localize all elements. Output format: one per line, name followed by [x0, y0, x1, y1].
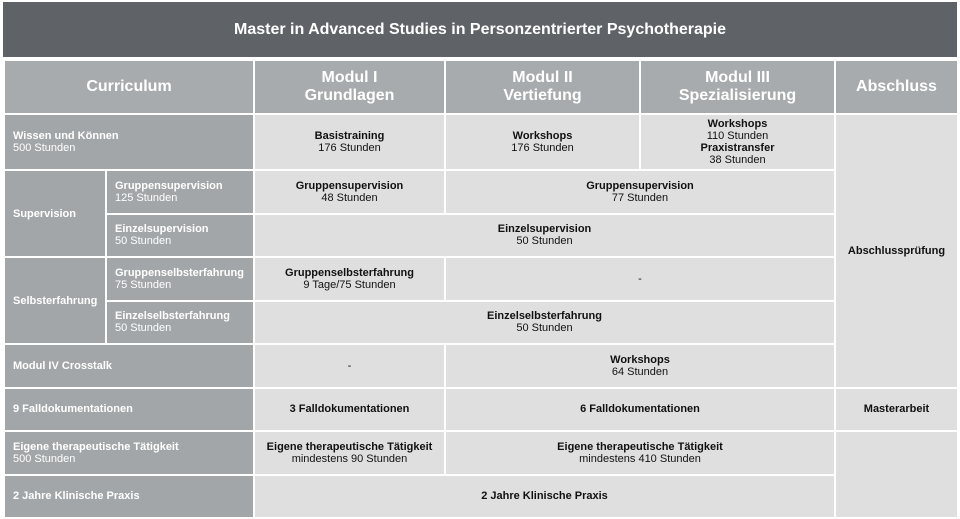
row-label-title: Einzelselbsterfahrung [115, 310, 230, 323]
row-wissen [4, 114, 958, 170]
row-label-hours: 50 Stunden [115, 322, 172, 335]
cell-title: Workshops [707, 118, 768, 130]
row-label-title: Gruppenselbsterfahrung [115, 266, 244, 279]
cell-hours: 77 Stunden [611, 191, 669, 204]
cell-hours: 9 Tage/75 Stunden [303, 278, 396, 291]
curriculum-table [3, 59, 959, 519]
cell-wissen-m2 [445, 114, 640, 170]
row-label-title: Gruppensupervision [115, 179, 223, 192]
row-group-selbsterfahrung: Selbsterfahrung [4, 257, 106, 344]
row-label-wissen-title: Wissen und Können [13, 130, 119, 142]
cell-hours: 176 Stunden [511, 142, 574, 154]
row-crosstalk [4, 344, 958, 388]
cell-title: 2 Jahre Klinische Praxis [481, 490, 608, 503]
row-supervision-einzel [4, 214, 958, 258]
row-label-hours: 125 Stunden [115, 191, 178, 204]
row-taetigkeit [4, 431, 958, 475]
cell-title: Workshops [610, 353, 670, 366]
cell-title: Praxistransfer [700, 142, 775, 154]
cell-einzelselbsterfahrung-all [254, 301, 835, 345]
row-praxis [4, 475, 958, 519]
header-modul-2 [445, 60, 640, 114]
row-label-title: Einzelsupervision [115, 223, 209, 236]
header-modul-3-line2: Spezialisierung [678, 87, 797, 104]
cell-title: Eigene therapeutische Tätigkeit [266, 440, 433, 453]
cell-hours: mindestens 90 Stunden [291, 452, 408, 465]
cell-gruppensupervision-m1 [254, 170, 445, 214]
page-title: Master in Advanced Studies in Personzentrierter Psychotherapie [3, 2, 957, 57]
cell-hours: 110 Stunden [706, 130, 769, 142]
header-curriculum: Curriculum [4, 60, 254, 114]
row-supervision-gruppe [4, 170, 958, 214]
row-label-praxis: 2 Jahre Klinische Praxis [4, 475, 254, 519]
header-modul-2-line1: Modul II [512, 69, 573, 86]
cell-gruppenselbsterfahrung-m23: - [445, 257, 835, 301]
cell-fall-m23 [445, 388, 835, 432]
header-modul-3 [640, 60, 835, 114]
cell-hours: 48 Stunden [321, 191, 378, 204]
cell-hours: 64 Stunden [611, 365, 669, 378]
cell-title: Einzelsupervision [497, 223, 592, 236]
cell-crosstalk-m23 [445, 344, 835, 388]
cell-wissen-m1 [254, 114, 445, 170]
row-selbsterfahrung-einzel [4, 301, 958, 345]
cell-taetigkeit-m1 [254, 431, 445, 475]
cell-hours: 50 Stunden [516, 322, 573, 335]
header-modul-2-line2: Vertiefung [503, 87, 582, 104]
header-modul-1-line1: Modul I [321, 69, 378, 86]
cell-gruppenselbsterfahrung-m1 [254, 257, 445, 301]
row-label-hours: 75 Stunden [115, 278, 172, 291]
cell-title: Workshops [512, 130, 573, 142]
header-modul-1-line2: Grundlagen [304, 87, 395, 104]
cell-title: Eigene therapeutische Tätigkeit [557, 440, 723, 453]
cell-hours: mindestens 410 Stunden [579, 452, 701, 465]
row-label-wissen-hours: 500 Stunden [13, 142, 76, 154]
cell-wissen-m3 [640, 114, 835, 170]
header-row [4, 60, 958, 114]
header-modul-3-line1: Modul III [705, 69, 770, 86]
cell-fall-m1 [254, 388, 445, 432]
header-abschluss: Abschluss [835, 60, 958, 114]
cell-title: Basistraining [314, 130, 385, 142]
cell-gruppensupervision-m23 [445, 170, 835, 214]
header-modul-1 [254, 60, 445, 114]
row-label-gruppenselbsterfahrung [106, 257, 254, 301]
row-label-crosstalk: Modul IV Crosstalk [4, 344, 254, 388]
cell-taetigkeit-m23 [445, 431, 835, 475]
curriculum-overview [3, 2, 957, 516]
cell-abschlusspruefung: Abschlussprüfung [835, 114, 958, 388]
cell-hours: 50 Stunden [516, 235, 573, 248]
row-label-gruppensupervision [106, 170, 254, 214]
cell-hours: 38 Stunden [709, 154, 766, 166]
row-label-hours: 50 Stunden [115, 235, 172, 248]
row-label-fall: 9 Falldokumentationen [4, 388, 254, 432]
cell-crosstalk-m1: - [254, 344, 445, 388]
row-label-hours: 500 Stunden [13, 452, 76, 465]
row-selbsterfahrung-gruppe [4, 257, 958, 301]
cell-praxis-all [254, 475, 835, 519]
row-fall [4, 388, 958, 432]
cell-title: Gruppensupervision [295, 179, 404, 192]
row-label-einzelselbsterfahrung [106, 301, 254, 345]
row-label-title: Eigene therapeutische Tätigkeit [13, 440, 179, 453]
cell-hours: 176 Stunden [318, 142, 381, 154]
cell-title: Einzelselbsterfahrung [487, 310, 602, 323]
row-label-wissen [4, 114, 254, 170]
cell-abschluss-empty [835, 431, 958, 518]
cell-einzelsupervision-all [254, 214, 835, 258]
row-label-taetigkeit [4, 431, 254, 475]
cell-title: Gruppensupervision [586, 179, 694, 192]
row-group-supervision: Supervision [4, 170, 106, 257]
row-label-einzelsupervision [106, 214, 254, 258]
cell-title: 6 Falldokumentationen [580, 403, 700, 416]
cell-title: Gruppenselbsterfahrung [285, 266, 414, 279]
cell-title: 3 Falldokumentationen [289, 403, 410, 416]
cell-masterarbeit: Masterarbeit [835, 388, 958, 432]
